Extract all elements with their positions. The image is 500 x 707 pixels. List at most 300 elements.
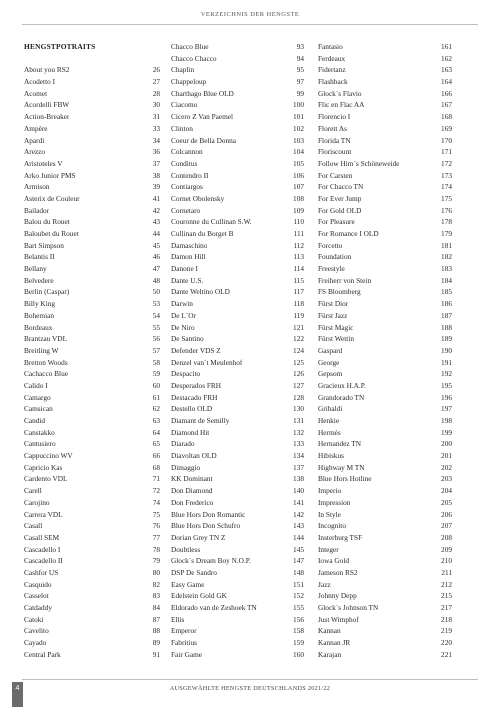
running-header: VERZEICHNIS DER HENGSTE (200, 11, 300, 18)
index-entry (171, 76, 304, 88)
index-entry (171, 310, 304, 322)
index-entry (318, 135, 452, 147)
page-reference: 83 (152, 591, 160, 601)
index-entry (318, 555, 452, 567)
stallion-name: Freestyle (318, 264, 345, 274)
index-entry (171, 228, 304, 240)
heading-spacer (24, 53, 160, 65)
index-entry (171, 497, 304, 509)
index-entry (318, 193, 452, 205)
page-reference: 179 (441, 229, 452, 238)
page-reference: 103 (293, 135, 304, 145)
stallion-name: KK Dominant (171, 474, 213, 484)
index-entry (171, 135, 304, 147)
index-entry (318, 345, 452, 357)
page-reference: 39 (152, 182, 160, 192)
index-entry (24, 240, 160, 252)
stallion-name: Floriscount (318, 147, 352, 157)
stallion-name: Denzel van´t Meulenhof (171, 357, 243, 367)
page-reference: 201 (441, 451, 452, 461)
page-reference: 133 (293, 439, 304, 449)
index-entry (171, 392, 304, 404)
index-entry (24, 135, 160, 147)
stallion-name: For Chacco TN (318, 182, 364, 192)
page-reference: 189 (441, 334, 452, 344)
page-reference: 148 (293, 567, 304, 577)
index-entry (171, 485, 304, 497)
index-entry (171, 544, 304, 556)
stallion-name: Jameson RS2 (318, 567, 358, 577)
page-reference: 33 (152, 123, 160, 133)
page-reference: 160 (293, 649, 304, 659)
index-entry (24, 228, 160, 240)
stallion-name: Cascadello II (24, 556, 63, 566)
stallion-name: Canstakko (24, 427, 55, 437)
page-reference: 28 (152, 88, 160, 98)
index-entry (171, 509, 304, 521)
stallion-name: Follow Him´s Schöneweide (318, 158, 400, 168)
stallion-name: De Niro (171, 322, 195, 332)
stallion-name: Cavelito (24, 626, 49, 636)
page-reference: 164 (441, 77, 452, 87)
stallion-name: Florett As (318, 123, 347, 133)
index-entry (318, 322, 452, 334)
stallion-name: Breitling W (24, 345, 59, 355)
stallion-name: Bailador (24, 205, 50, 215)
page-reference: 183 (441, 264, 452, 274)
stallion-name: Chacco Chacco (171, 53, 217, 63)
index-entry (171, 263, 304, 275)
stallion-name: Belantis II (24, 252, 55, 262)
index-entry (171, 637, 304, 649)
stallion-name: Dorian Grey TN Z (171, 532, 226, 542)
index-entry (318, 64, 452, 76)
index-entry (318, 53, 452, 65)
stallion-name: Armison (24, 182, 50, 192)
page-reference: 59 (152, 369, 160, 379)
page-reference: 156 (293, 614, 304, 624)
stallion-name: Kannan JR (318, 638, 351, 648)
stallion-name: Cullinan du Borget B (171, 229, 234, 238)
stallion-name: Hernandez TN (318, 439, 362, 449)
page-reference: 113 (293, 252, 304, 262)
index-column-3 (318, 41, 452, 660)
page-reference: 47 (152, 264, 160, 274)
footer-rule (22, 679, 478, 680)
page-reference: 60 (152, 380, 160, 390)
index-entry (24, 286, 160, 298)
stallion-name: Bretton Woods (24, 357, 68, 367)
index-entry (171, 216, 304, 228)
page-reference: 38 (152, 170, 160, 180)
page-reference: 80 (152, 567, 160, 577)
stallion-name: Camargo (24, 392, 51, 402)
stallion-name: Dimaggio (171, 462, 201, 472)
page-reference: 203 (441, 474, 452, 484)
index-entry (24, 555, 160, 567)
index-entry (24, 76, 160, 88)
page-reference: 93 (296, 42, 304, 51)
page-reference: 55 (152, 322, 160, 332)
page-reference: 106 (293, 170, 304, 180)
page-reference: 188 (441, 322, 452, 332)
stallion-name: Cascadello I (24, 544, 61, 554)
index-entry (318, 625, 452, 637)
page-reference: 63 (152, 416, 160, 425)
index-entry (318, 415, 452, 427)
index-entry (318, 450, 452, 462)
page-reference: 91 (152, 649, 160, 659)
stallion-name: Carojino (24, 497, 50, 507)
page-reference: 175 (441, 193, 452, 203)
index-entry (171, 579, 304, 591)
stallion-name: Karajan (318, 649, 342, 659)
index-entry (318, 263, 452, 275)
page-reference: 53 (152, 299, 160, 309)
stallion-name: Cornet Obolensky (171, 193, 225, 203)
stallion-name: Darwin (171, 299, 193, 309)
index-entry (24, 392, 160, 404)
page-reference: 152 (293, 591, 304, 601)
stallion-name: Don Diamond (171, 486, 213, 496)
page-reference: 140 (293, 486, 304, 496)
stallion-name: Carrera VDL (24, 509, 63, 519)
page-reference: 118 (293, 299, 304, 309)
stallion-name: Ferdeaux (318, 53, 346, 63)
index-entry (24, 322, 160, 334)
page-reference: 217 (441, 603, 452, 612)
page-reference: 34 (152, 135, 160, 145)
page-reference: 212 (441, 579, 452, 589)
page-reference: 207 (441, 521, 452, 531)
index-entry (24, 614, 160, 626)
page-reference: 99 (296, 88, 304, 98)
index-entry (24, 450, 160, 462)
page-reference: 77 (152, 532, 160, 542)
index-column-2 (171, 41, 304, 660)
stallion-name: Action-Breaker (24, 112, 70, 122)
section-heading: HENGSTPOTRAITS (24, 42, 96, 51)
stallion-name: Arezzo (24, 147, 46, 157)
page-number: 4 (12, 682, 23, 707)
index-entry (318, 614, 452, 626)
page-reference: 54 (152, 310, 160, 320)
page-reference: 190 (441, 345, 452, 355)
page-reference: 97 (296, 77, 304, 87)
page-reference: 178 (441, 217, 452, 227)
page-reference: 87 (152, 614, 160, 624)
stallion-name: Casall (24, 521, 43, 531)
page-reference: 163 (441, 65, 452, 75)
stallion-name: Charthago Blue OLD (171, 88, 234, 98)
index-entry (171, 193, 304, 205)
index-entry (24, 357, 160, 369)
index-entry (318, 392, 452, 404)
index-column-1 (24, 41, 160, 660)
stallion-name: Berlin (Caspar) (24, 287, 70, 297)
page-reference: 43 (152, 217, 160, 227)
index-entry (318, 298, 452, 310)
page-reference: 94 (296, 53, 304, 63)
index-entry (24, 193, 160, 205)
page-reference: 66 (152, 451, 160, 461)
page-reference: 208 (441, 532, 452, 542)
stallion-name: Destello OLD (171, 404, 213, 414)
stallion-name: Conditus (171, 158, 198, 168)
stallion-name: Cicero Z Van Paemel (171, 112, 234, 122)
page-reference: 196 (441, 392, 452, 402)
stallion-name: Fürst Dior (318, 299, 349, 309)
page-reference: 142 (293, 509, 304, 519)
page-reference: 219 (441, 626, 452, 636)
page-reference: 36 (152, 147, 160, 157)
stallion-name: Jazz (318, 579, 331, 589)
index-entry (171, 462, 304, 474)
index-entry (24, 170, 160, 182)
index-entry (171, 614, 304, 626)
index-entry (24, 368, 160, 380)
index-entry (24, 146, 160, 158)
index-entry (24, 590, 160, 602)
stallion-name: Easy Game (171, 579, 205, 589)
index-entry (318, 310, 452, 322)
stallion-name: Fürst Jazz (318, 310, 348, 320)
stallion-name: Cashfor US (24, 567, 59, 577)
page-reference: 131 (293, 416, 304, 425)
page-reference: 166 (441, 88, 452, 98)
index-entry (24, 111, 160, 123)
index-entry (318, 532, 452, 544)
index-entry (171, 333, 304, 345)
index-entry (318, 368, 452, 380)
index-entry (171, 240, 304, 252)
stallion-name: Defender VDS Z (171, 345, 221, 355)
index-entry (171, 427, 304, 439)
stallion-name: Cantusiero (24, 439, 56, 449)
page-reference: 182 (441, 252, 452, 262)
page-reference: 184 (441, 275, 452, 285)
stallion-name: FS Bloomberg (318, 287, 361, 297)
stallion-name: Glock´s Johnson TN (318, 603, 379, 612)
index-entry (318, 111, 452, 123)
page-reference: 181 (441, 240, 452, 250)
page-reference: 200 (441, 439, 452, 449)
stallion-name: Florencio I (318, 112, 351, 122)
index-entry (24, 602, 160, 614)
stallion-name: Candid (24, 416, 46, 425)
stallion-name: Grandorado TN (318, 392, 365, 402)
stallion-name: Ciacomo (171, 100, 198, 110)
stallion-name: For Romance I OLD (318, 229, 379, 238)
stallion-name: Flashback (318, 77, 348, 87)
stallion-name: Bellany (24, 264, 47, 274)
index-entry (24, 64, 160, 76)
stallion-name: Integer (318, 544, 339, 554)
stallion-name: In Style (318, 509, 341, 519)
stallion-name: Gracieux H.A.P. (318, 380, 366, 390)
stallion-name: Arko Junior PMS (24, 170, 76, 180)
page-reference: 84 (152, 603, 160, 612)
stallion-name: Acomet (24, 88, 48, 98)
index-entry (24, 427, 160, 439)
page-reference: 144 (293, 532, 304, 542)
stallion-name: Desperados FRH (171, 380, 222, 390)
index-entry (171, 450, 304, 462)
stallion-name: Cachacco Blue (24, 369, 68, 379)
page-reference: 74 (152, 497, 160, 507)
stallion-name: Clinton (171, 123, 193, 133)
page-reference: 220 (441, 638, 452, 648)
page-reference: 124 (293, 345, 304, 355)
index-entry (24, 380, 160, 392)
page-reference: 210 (441, 556, 452, 566)
page-reference: 167 (441, 100, 452, 110)
stallion-name: Acodetto I (24, 77, 56, 87)
stallion-name: Fürst Magic (318, 322, 354, 332)
stallion-name: Brantzau VDL (24, 334, 68, 344)
stallion-name: Dante U.S. (171, 275, 204, 285)
index-entry (24, 415, 160, 427)
index-entry (171, 111, 304, 123)
stallion-name: Incognito (318, 521, 346, 531)
page-reference: 61 (152, 392, 160, 402)
page-reference: 137 (293, 462, 304, 472)
page-reference: 58 (152, 357, 160, 367)
index-entry (318, 357, 452, 369)
page-reference: 161 (441, 42, 452, 51)
stallion-name: Bohemian (24, 310, 54, 320)
stallion-name: Couronne du Cullinan S.W. (171, 217, 252, 227)
page-reference: 104 (293, 147, 304, 157)
stallion-name: Fair Game (171, 649, 203, 659)
stallion-name: Aristoteles V (24, 158, 63, 168)
index-entry (318, 403, 452, 415)
page-reference: 141 (293, 497, 304, 507)
index-entry (318, 380, 452, 392)
page-reference: 185 (441, 287, 452, 297)
page-reference: 105 (293, 158, 304, 168)
stallion-name: Coeur de Bella Donna (171, 135, 237, 145)
page-reference: 41 (152, 193, 160, 203)
page-reference: 126 (293, 369, 304, 379)
index-entry (318, 602, 452, 614)
index-entry (171, 625, 304, 637)
index-entry (318, 181, 452, 193)
index-entry (171, 123, 304, 135)
index-entry (24, 275, 160, 287)
index-entry (24, 403, 160, 415)
stallion-name: Doubtless (171, 544, 201, 554)
index-entry (24, 473, 160, 485)
page-reference: 221 (441, 649, 452, 659)
stallion-name: Fidertanz (318, 65, 346, 75)
index-entry (171, 53, 304, 65)
stallion-name: Highway M TN (318, 462, 365, 472)
page-reference: 119 (293, 310, 304, 320)
stallion-name: Destacado FRH (171, 392, 218, 402)
index-entry (24, 649, 160, 661)
page-reference: 76 (152, 521, 160, 531)
index-entry (171, 251, 304, 263)
stallion-name: Gribaldi (318, 404, 343, 414)
stallion-name: Chacco Blue (171, 42, 209, 51)
index-entry (318, 579, 452, 591)
stallion-name: Catoki (24, 614, 44, 624)
stallion-name: De Santino (171, 334, 204, 344)
stallion-name: Blue Hors Hotline (318, 474, 372, 484)
index-entry (318, 88, 452, 100)
index-entry (318, 649, 452, 661)
index-entry (318, 170, 452, 182)
stallion-name: Florida TN (318, 135, 351, 145)
page-reference: 169 (441, 123, 452, 133)
stallion-name: Gaspard (318, 345, 343, 355)
index-entry (318, 216, 452, 228)
index-entry (24, 298, 160, 310)
page-reference: 82 (152, 579, 160, 589)
stallion-name: Diavoltan OLD (171, 451, 217, 461)
index-entry (24, 181, 160, 193)
page-reference: 202 (441, 462, 452, 472)
index-entry (171, 403, 304, 415)
stallion-name: Apardi (24, 135, 45, 145)
page-reference: 138 (293, 474, 304, 484)
index-entry (24, 99, 160, 111)
page-reference: 57 (152, 345, 160, 355)
page-reference: 170 (441, 135, 452, 145)
page-reference: 62 (152, 404, 160, 414)
index-entry (318, 544, 452, 556)
page-reference: 45 (152, 240, 160, 250)
stallion-name: Just Wimphof (318, 614, 359, 624)
page-reference: 198 (441, 416, 452, 425)
index-entry (24, 251, 160, 263)
index-entry (171, 322, 304, 334)
stallion-name: Contendro II (171, 170, 209, 180)
page-reference: 88 (152, 626, 160, 636)
stallion-name: For Carsten (318, 170, 353, 180)
page-reference: 114 (293, 264, 304, 274)
index-entry (24, 310, 160, 322)
stallion-name: Asterix de Couleur (24, 193, 80, 203)
page-reference: 168 (441, 112, 452, 122)
stallion-name: Chappeloup (171, 77, 207, 87)
stallion-name: Impression (318, 497, 351, 507)
index-entry (318, 462, 452, 474)
stallion-name: Carell (24, 486, 42, 496)
page-reference: 108 (293, 193, 304, 203)
stallion-name: Casselot (24, 591, 49, 601)
running-footer: AUSGEWÄHLTE HENGSTE DEUTSCHLANDS 2021/22 (169, 685, 331, 692)
page-reference: 30 (152, 100, 160, 110)
page-reference: 42 (152, 205, 160, 215)
stallion-name: Henkie (318, 416, 340, 425)
stallion-name: For Gold OLD (318, 205, 362, 215)
index-entry (171, 170, 304, 182)
page-reference: 109 (293, 205, 304, 215)
index-entry (171, 473, 304, 485)
stallion-name: Diamant de Semilly (171, 416, 230, 425)
stallion-name: Belvedere (24, 275, 54, 285)
index-entry (318, 275, 452, 287)
page-reference: 102 (293, 123, 304, 133)
index-entry (171, 380, 304, 392)
page-reference: 143 (293, 521, 304, 531)
page-reference: 26 (152, 65, 160, 75)
page-reference: 107 (293, 182, 304, 192)
index-entry (318, 567, 452, 579)
stallion-name: Insterburg TSF (318, 532, 363, 542)
